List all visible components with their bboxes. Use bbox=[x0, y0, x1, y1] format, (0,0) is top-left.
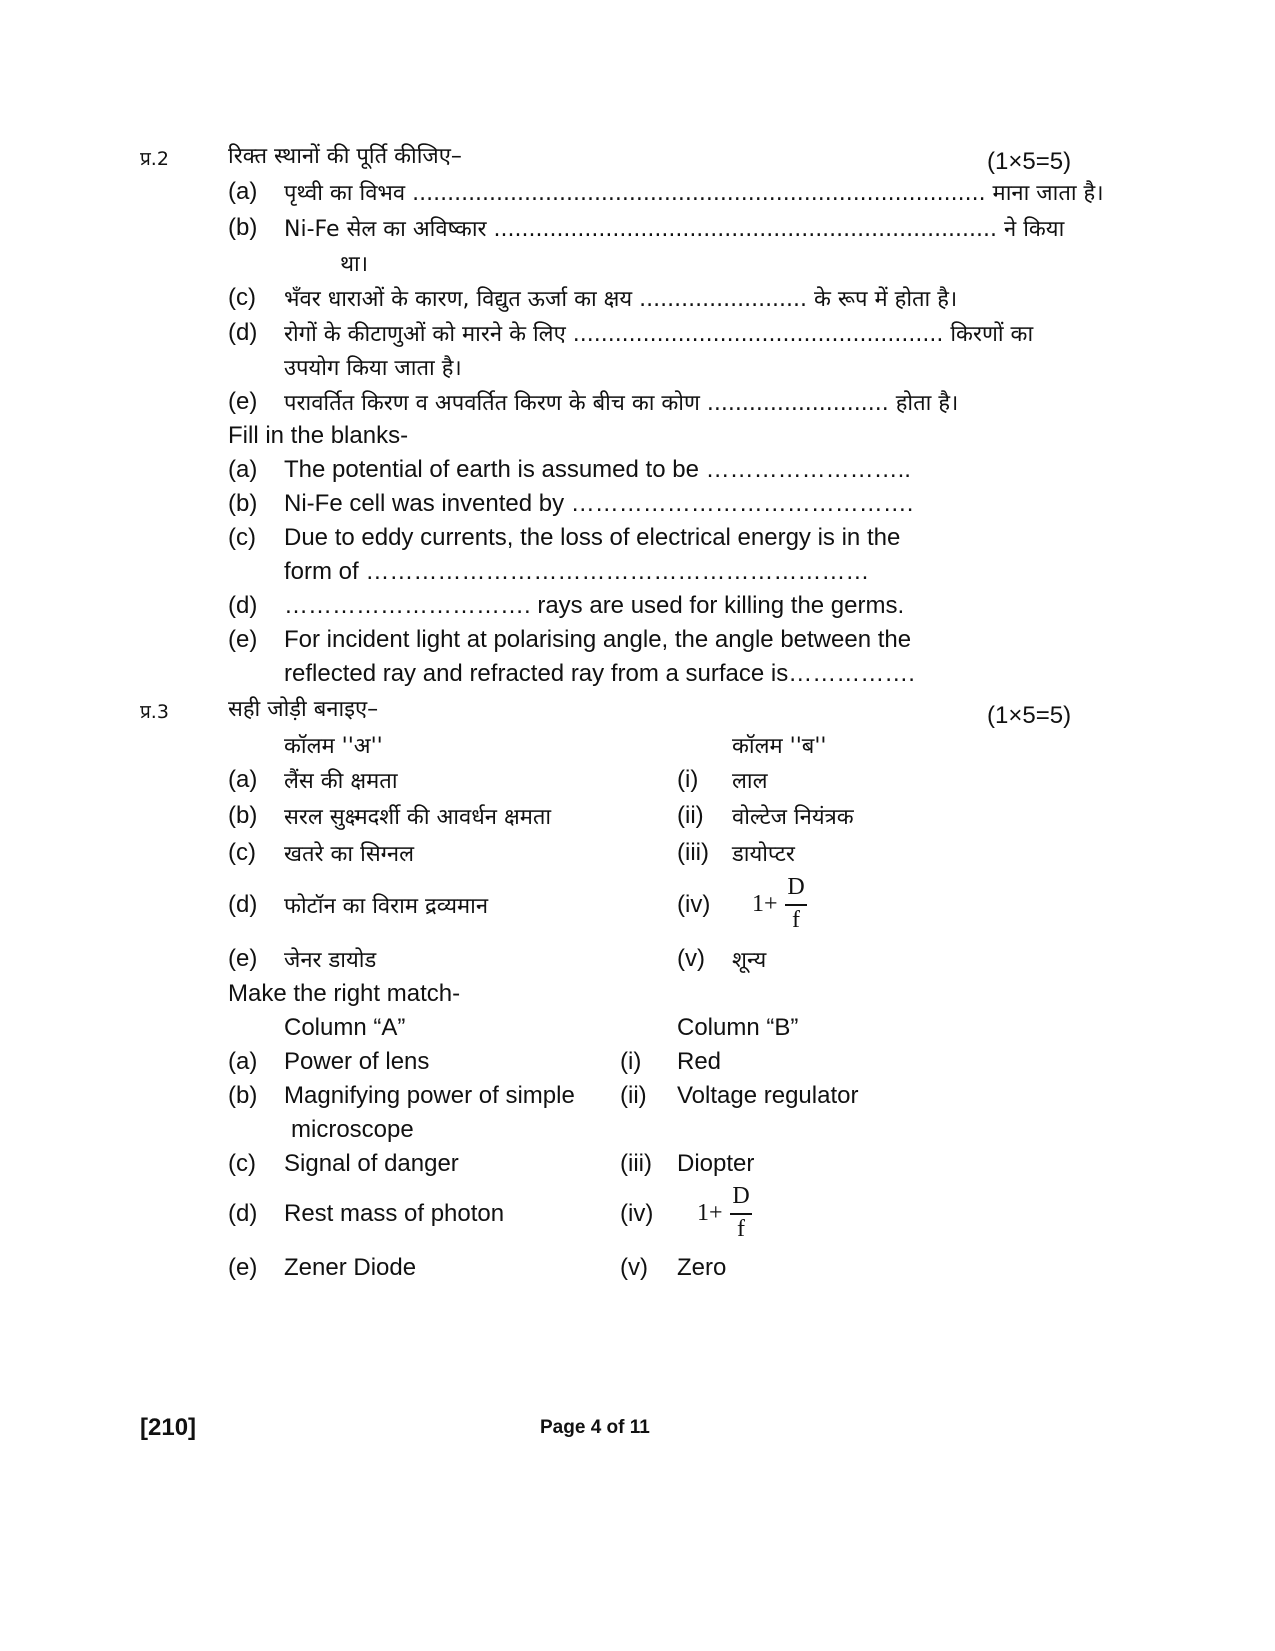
row-label: (d) bbox=[228, 891, 258, 918]
column-b-header-english: Column “B” bbox=[677, 1014, 799, 1041]
page-number: Page 4 of 11 bbox=[540, 1417, 650, 1438]
item-label: (b) bbox=[228, 214, 258, 241]
row-left-english: Signal of danger bbox=[284, 1150, 459, 1177]
item-text-hindi-cont: था। bbox=[340, 252, 369, 277]
item-label: (a) bbox=[228, 178, 258, 205]
item-label: (b) bbox=[228, 490, 258, 517]
formula-fraction-bar bbox=[785, 904, 807, 906]
row-label: (d) bbox=[228, 1200, 258, 1227]
formula-denominator: f bbox=[792, 907, 800, 933]
row-roman: (iii) bbox=[620, 1150, 652, 1177]
question-title-hindi: रिक्त स्थानों की पूर्ति कीजिए– bbox=[228, 144, 462, 169]
row-right-hindi: लाल bbox=[732, 769, 768, 794]
row-roman: (iii) bbox=[677, 839, 709, 866]
item-text-english: For incident light at polarising angle, the angle between the bbox=[284, 626, 912, 653]
row-right-english: Red bbox=[677, 1048, 722, 1075]
item-text-hindi: पृथ्वी का विभव .................................................................................. माना जाता है। bbox=[284, 181, 1104, 206]
question-number: प्र.3 bbox=[140, 701, 169, 723]
item-text-english-cont: reflected ray and refracted ray from a surface is……………. bbox=[284, 660, 915, 687]
row-left-english: Power of lens bbox=[284, 1048, 430, 1075]
row-left-english: Magnifying power of simple bbox=[284, 1082, 575, 1109]
row-label: (a) bbox=[228, 766, 258, 793]
formula-numerator: D bbox=[732, 1183, 750, 1209]
marks-badge: (1×5=5) bbox=[987, 148, 1072, 175]
paper-code: [210] bbox=[140, 1414, 197, 1441]
row-roman: (v) bbox=[677, 945, 705, 972]
row-roman: (i) bbox=[620, 1048, 642, 1075]
row-left-hindi: लैंस की क्षमता bbox=[284, 769, 398, 794]
row-label: (b) bbox=[228, 1082, 258, 1109]
formula-one-plus-d-over-f bbox=[697, 1183, 757, 1245]
formula-one-plus: 1+ bbox=[697, 1200, 723, 1226]
row-left-hindi: जेनर डायोड bbox=[284, 948, 377, 973]
item-label: (e) bbox=[228, 388, 258, 415]
row-left-hindi: फोटॉन का विराम द्रव्यमान bbox=[284, 894, 489, 919]
row-left-english: Zener Diode bbox=[284, 1254, 417, 1281]
item-text-english-cont: form of ……………………………………………………… bbox=[284, 558, 870, 585]
marks-badge: (1×5=5) bbox=[987, 702, 1072, 729]
question-number: प्र.2 bbox=[140, 148, 169, 170]
row-right-hindi: डायोप्टर bbox=[732, 842, 795, 867]
row-roman: (ii) bbox=[620, 1082, 647, 1109]
row-left-english: Rest mass of photon bbox=[284, 1200, 505, 1227]
row-right-english: Diopter bbox=[677, 1150, 755, 1177]
formula-denominator: f bbox=[737, 1216, 745, 1242]
item-text-english: The potential of earth is assumed to be …………………….. bbox=[284, 456, 911, 483]
row-right-english: Zero bbox=[677, 1254, 727, 1281]
row-label: (e) bbox=[228, 1254, 258, 1281]
row-roman: (iv) bbox=[620, 1200, 654, 1227]
row-left-hindi: सरल सुक्ष्मदर्शी की आवर्धन क्षमता bbox=[284, 805, 552, 830]
row-right-hindi: वोल्टेज नियंत्रक bbox=[732, 805, 854, 830]
column-b-header: कॉलम ''ब'' bbox=[732, 734, 827, 759]
column-a-header-english: Column “A” bbox=[284, 1014, 406, 1041]
row-roman: (ii) bbox=[677, 802, 704, 829]
row-roman: (iv) bbox=[677, 891, 711, 918]
item-text-hindi: भँवर धाराओं के कारण, विद्युत ऊर्जा का क्षय ........................ के रूप में होता है। bbox=[284, 287, 958, 312]
item-text-english: Due to eddy currents, the loss of electrical energy is in the bbox=[284, 524, 901, 551]
item-label: (c) bbox=[228, 284, 256, 311]
question-title-english: Make the right match- bbox=[228, 980, 461, 1007]
item-text-hindi: रोगों के कीटाणुओं को मारने के लिए ..................................................... किरणों का bbox=[284, 322, 1034, 347]
item-label: (c) bbox=[228, 524, 256, 551]
item-label: (d) bbox=[228, 319, 258, 346]
row-right-english: Voltage regulator bbox=[677, 1082, 859, 1109]
question-title-hindi: सही जोड़ी बनाइए– bbox=[228, 697, 379, 722]
row-roman: (i) bbox=[677, 766, 699, 793]
item-text-hindi: परावर्तित किरण व अपवर्तित किरण के बीच का कोण .......................... होता है। bbox=[284, 391, 959, 416]
formula-one-plus: 1+ bbox=[752, 891, 778, 917]
item-text-hindi: Ni-Fe सेल का अविष्कार ........................................................................ ने किया bbox=[284, 217, 1065, 242]
item-label: (d) bbox=[228, 592, 258, 619]
row-roman: (v) bbox=[620, 1254, 648, 1281]
row-label: (c) bbox=[228, 839, 256, 866]
row-label: (c) bbox=[228, 1150, 256, 1177]
row-label: (e) bbox=[228, 945, 258, 972]
item-text-english: …………………………. rays are used for killing the germs. bbox=[284, 592, 905, 619]
formula-numerator: D bbox=[787, 874, 805, 900]
row-right-hindi: शून्य bbox=[732, 948, 767, 973]
row-left-english-cont: microscope bbox=[291, 1116, 414, 1143]
row-label: (a) bbox=[228, 1048, 258, 1075]
row-label: (b) bbox=[228, 802, 258, 829]
column-a-header: कॉलम ''अ'' bbox=[284, 734, 383, 759]
item-text-hindi-cont: उपयोग किया जाता है। bbox=[284, 356, 462, 381]
item-label: (e) bbox=[228, 626, 258, 653]
formula-one-plus-d-over-f bbox=[752, 874, 812, 936]
item-text-english: Ni-Fe cell was invented by ……………………………………. bbox=[284, 490, 914, 517]
item-label: (a) bbox=[228, 456, 258, 483]
row-left-hindi: खतरे का सिग्नल bbox=[284, 842, 414, 867]
question-title-english: Fill in the blanks- bbox=[228, 422, 409, 449]
formula-fraction-bar bbox=[730, 1213, 752, 1215]
